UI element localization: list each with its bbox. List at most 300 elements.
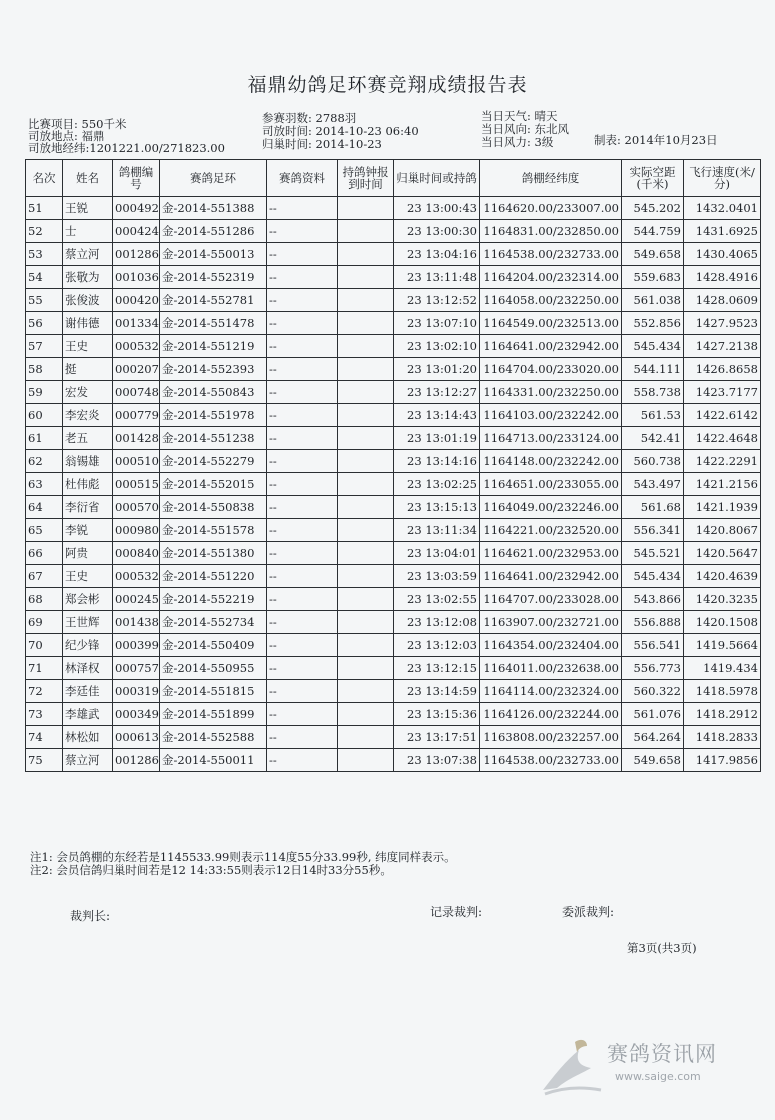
table-row xyxy=(26,519,761,542)
cell-arrival: 23 13:12:08 xyxy=(394,611,480,634)
cell-name: 李宏炎 xyxy=(63,404,113,427)
cell-rank: 61 xyxy=(26,427,63,450)
cell-distance: 545.434 xyxy=(622,335,684,358)
cell-loft: 000748 xyxy=(113,381,160,404)
cell-ring: 金-2014-552393 xyxy=(160,358,267,381)
cell-speed: 1420.3235 xyxy=(684,588,761,611)
cell-speed: 1427.9523 xyxy=(684,312,761,335)
header-ring: 赛鸽足环 xyxy=(160,160,267,197)
cell-coords: 1164707.00/233028.00 xyxy=(480,588,622,611)
cell-coords: 1163808.00/232257.00 xyxy=(480,726,622,749)
cell-rank: 67 xyxy=(26,565,63,588)
cell-info: -- xyxy=(267,703,338,726)
cell-rank: 63 xyxy=(26,473,63,496)
cell-ring: 金-2014-551388 xyxy=(160,197,267,220)
table-row xyxy=(26,542,761,565)
cell-rank: 51 xyxy=(26,197,63,220)
cell-ring: 金-2014-551478 xyxy=(160,312,267,335)
cell-clock xyxy=(338,197,394,220)
cell-loft: 001286 xyxy=(113,749,160,772)
table-row xyxy=(26,266,761,289)
cell-arrival: 23 13:15:13 xyxy=(394,496,480,519)
header-arrival: 归巢时间或持鸽 xyxy=(394,160,480,197)
cell-distance: 560.322 xyxy=(622,680,684,703)
table-row xyxy=(26,565,761,588)
cell-ring: 金-2014-552279 xyxy=(160,450,267,473)
table-row xyxy=(26,634,761,657)
cell-info: -- xyxy=(267,726,338,749)
cell-loft: 000510 xyxy=(113,450,160,473)
cell-ring: 金-2014-550843 xyxy=(160,381,267,404)
cell-coords: 1164103.00/232242.00 xyxy=(480,404,622,427)
cell-ring: 金-2014-552319 xyxy=(160,266,267,289)
cell-info: -- xyxy=(267,634,338,657)
cell-rank: 62 xyxy=(26,450,63,473)
table-row xyxy=(26,657,761,680)
cell-coords: 1164114.00/232324.00 xyxy=(480,680,622,703)
cell-speed: 1423.7177 xyxy=(684,381,761,404)
cell-ring: 金-2014-551978 xyxy=(160,404,267,427)
cell-clock xyxy=(338,243,394,266)
cell-coords: 1164058.00/232250.00 xyxy=(480,289,622,312)
cell-speed: 1427.2138 xyxy=(684,335,761,358)
cell-coords: 1164704.00/233020.00 xyxy=(480,358,622,381)
cell-arrival: 23 13:00:43 xyxy=(394,197,480,220)
cell-speed: 1420.4639 xyxy=(684,565,761,588)
cell-name: 王锐 xyxy=(63,197,113,220)
cell-ring: 金-2014-552015 xyxy=(160,473,267,496)
header-speed: 飞行速度(米/分) xyxy=(684,160,761,197)
cell-rank: 57 xyxy=(26,335,63,358)
header-distance: 实际空距(千米) xyxy=(622,160,684,197)
cell-info: -- xyxy=(267,450,338,473)
table-row xyxy=(26,496,761,519)
cell-rank: 64 xyxy=(26,496,63,519)
cell-loft: 000349 xyxy=(113,703,160,726)
cell-rank: 68 xyxy=(26,588,63,611)
cell-distance: 556.541 xyxy=(622,634,684,657)
cell-distance: 564.264 xyxy=(622,726,684,749)
cell-name: 纪少锋 xyxy=(63,634,113,657)
page-number: 第3页(共3页) xyxy=(627,941,697,955)
cell-name: 蔡立河 xyxy=(63,749,113,772)
report-title: 福鼎幼鸽足环赛竞翔成绩报告表 xyxy=(247,74,528,96)
cell-arrival: 23 13:12:15 xyxy=(394,657,480,680)
header-rank: 名次 xyxy=(26,160,63,197)
cell-speed: 1426.8658 xyxy=(684,358,761,381)
cell-arrival: 23 13:01:20 xyxy=(394,358,480,381)
cell-ring: 金-2014-551578 xyxy=(160,519,267,542)
cell-info: -- xyxy=(267,197,338,220)
cell-info: -- xyxy=(267,519,338,542)
cell-loft: 000757 xyxy=(113,657,160,680)
table-header-row xyxy=(26,160,761,197)
cell-ring: 金-2014-551286 xyxy=(160,220,267,243)
cell-name: 李锐 xyxy=(63,519,113,542)
cell-info: -- xyxy=(267,611,338,634)
cell-coords: 1164331.00/232250.00 xyxy=(480,381,622,404)
cell-coords: 1163907.00/232721.00 xyxy=(480,611,622,634)
cell-info: -- xyxy=(267,542,338,565)
cell-speed: 1422.4648 xyxy=(684,427,761,450)
cell-clock xyxy=(338,335,394,358)
table-row xyxy=(26,312,761,335)
cell-clock xyxy=(338,542,394,565)
cell-ring: 金-2014-551220 xyxy=(160,565,267,588)
cell-distance: 543.497 xyxy=(622,473,684,496)
cell-ring: 金-2014-551219 xyxy=(160,335,267,358)
cell-clock xyxy=(338,381,394,404)
cell-coords: 1164621.00/232953.00 xyxy=(480,542,622,565)
cell-clock xyxy=(338,703,394,726)
cell-info: -- xyxy=(267,358,338,381)
cell-info: -- xyxy=(267,266,338,289)
cell-ring: 金-2014-550013 xyxy=(160,243,267,266)
cell-distance: 549.658 xyxy=(622,749,684,772)
cell-speed: 1420.1508 xyxy=(684,611,761,634)
meta-participants: 参赛羽数: 2788羽 xyxy=(262,111,357,125)
cell-clock xyxy=(338,749,394,772)
cell-loft: 000613 xyxy=(113,726,160,749)
cell-coords: 1164651.00/233055.00 xyxy=(480,473,622,496)
cell-name: 阿贵 xyxy=(63,542,113,565)
cell-name: 翁锡雄 xyxy=(63,450,113,473)
cell-coords: 1164049.00/232246.00 xyxy=(480,496,622,519)
cell-speed: 1420.8067 xyxy=(684,519,761,542)
cell-speed: 1421.2156 xyxy=(684,473,761,496)
cell-speed: 1422.6142 xyxy=(684,404,761,427)
meta-wind-force: 当日风力: 3级 xyxy=(481,135,554,149)
cell-rank: 54 xyxy=(26,266,63,289)
cell-arrival: 23 13:04:16 xyxy=(394,243,480,266)
cell-arrival: 23 13:02:55 xyxy=(394,588,480,611)
cell-rank: 70 xyxy=(26,634,63,657)
cell-loft: 000532 xyxy=(113,565,160,588)
table-row xyxy=(26,680,761,703)
cell-coords: 1164831.00/232850.00 xyxy=(480,220,622,243)
table-row xyxy=(26,289,761,312)
recorder-signature-label: 记录裁判: xyxy=(430,905,483,919)
cell-info: -- xyxy=(267,680,338,703)
cell-loft: 000420 xyxy=(113,289,160,312)
cell-ring: 金-2014-551380 xyxy=(160,542,267,565)
table-row xyxy=(26,473,761,496)
cell-distance: 561.076 xyxy=(622,703,684,726)
cell-name: 林松如 xyxy=(63,726,113,749)
cell-arrival: 23 13:03:59 xyxy=(394,565,480,588)
cell-loft: 000424 xyxy=(113,220,160,243)
cell-clock xyxy=(338,726,394,749)
watermark-url: www.saige.com xyxy=(615,1070,701,1083)
cell-info: -- xyxy=(267,473,338,496)
cell-arrival: 23 13:14:16 xyxy=(394,450,480,473)
cell-ring: 金-2014-552219 xyxy=(160,588,267,611)
cell-name: 郑会彬 xyxy=(63,588,113,611)
cell-name: 张俊波 xyxy=(63,289,113,312)
table-row xyxy=(26,749,761,772)
cell-clock xyxy=(338,358,394,381)
cell-loft: 000319 xyxy=(113,680,160,703)
cell-name: 蔡立河 xyxy=(63,243,113,266)
cell-coords: 1164641.00/232942.00 xyxy=(480,565,622,588)
cell-arrival: 23 13:12:27 xyxy=(394,381,480,404)
cell-distance: 559.683 xyxy=(622,266,684,289)
cell-info: -- xyxy=(267,381,338,404)
cell-rank: 53 xyxy=(26,243,63,266)
cell-rank: 72 xyxy=(26,680,63,703)
table-row xyxy=(26,703,761,726)
cell-rank: 66 xyxy=(26,542,63,565)
cell-ring: 金-2014-550955 xyxy=(160,657,267,680)
table-row xyxy=(26,611,761,634)
cell-loft: 000515 xyxy=(113,473,160,496)
delegate-signature-label: 委派裁判: xyxy=(562,905,615,919)
pigeon-logo-icon xyxy=(535,1032,605,1102)
cell-clock xyxy=(338,312,394,335)
cell-arrival: 23 13:12:52 xyxy=(394,289,480,312)
meta-project: 比赛项目: 550千米 xyxy=(28,117,127,131)
cell-info: -- xyxy=(267,588,338,611)
cell-coords: 1164126.00/232244.00 xyxy=(480,703,622,726)
cell-clock xyxy=(338,519,394,542)
cell-ring: 金-2014-551238 xyxy=(160,427,267,450)
cell-info: -- xyxy=(267,427,338,450)
meta-release-coords: 司放地经纬:1201221.00/271823.00 xyxy=(28,141,225,155)
header-clock: 持鸽钟报到时间 xyxy=(338,160,394,197)
cell-speed: 1428.0609 xyxy=(684,289,761,312)
cell-info: -- xyxy=(267,289,338,312)
cell-name: 谢伟德 xyxy=(63,312,113,335)
cell-rank: 65 xyxy=(26,519,63,542)
cell-name: 李衍省 xyxy=(63,496,113,519)
table-row xyxy=(26,197,761,220)
cell-clock xyxy=(338,657,394,680)
meta-weather: 当日天气: 晴天 xyxy=(481,109,558,123)
table-row xyxy=(26,243,761,266)
meta-release-place: 司放地点: 福鼎 xyxy=(28,129,105,143)
cell-distance: 561.038 xyxy=(622,289,684,312)
header-coords: 鸽棚经纬度 xyxy=(480,160,622,197)
cell-distance: 542.41 xyxy=(622,427,684,450)
cell-coords: 1164538.00/232733.00 xyxy=(480,243,622,266)
cell-arrival: 23 13:15:36 xyxy=(394,703,480,726)
cell-name: 王世辉 xyxy=(63,611,113,634)
cell-clock xyxy=(338,220,394,243)
cell-name: 士 xyxy=(63,220,113,243)
cell-coords: 1164011.00/232638.00 xyxy=(480,657,622,680)
cell-arrival: 23 13:11:34 xyxy=(394,519,480,542)
cell-clock xyxy=(338,427,394,450)
cell-distance: 556.773 xyxy=(622,657,684,680)
cell-clock xyxy=(338,404,394,427)
cell-rank: 52 xyxy=(26,220,63,243)
note-2: 注2: 会员信鸽归巢时间若是12 14:33:55则表示12日14时33分55秒。 xyxy=(30,863,392,877)
cell-arrival: 23 13:01:19 xyxy=(394,427,480,450)
header-loft: 鸽棚编号 xyxy=(113,160,160,197)
cell-ring: 金-2014-552781 xyxy=(160,289,267,312)
cell-speed: 1418.2833 xyxy=(684,726,761,749)
cell-ring: 金-2014-550838 xyxy=(160,496,267,519)
cell-ring: 金-2014-551815 xyxy=(160,680,267,703)
cell-distance: 545.202 xyxy=(622,197,684,220)
cell-rank: 75 xyxy=(26,749,63,772)
cell-arrival: 23 13:02:25 xyxy=(394,473,480,496)
cell-rank: 55 xyxy=(26,289,63,312)
cell-clock xyxy=(338,634,394,657)
table-row xyxy=(26,588,761,611)
notes xyxy=(30,851,456,877)
cell-clock xyxy=(338,680,394,703)
cell-loft: 001428 xyxy=(113,427,160,450)
table-row xyxy=(26,450,761,473)
cell-loft: 000570 xyxy=(113,496,160,519)
cell-speed: 1419.434 xyxy=(684,657,761,680)
cell-clock xyxy=(338,289,394,312)
cell-info: -- xyxy=(267,335,338,358)
cell-speed: 1421.1939 xyxy=(684,496,761,519)
cell-distance: 543.866 xyxy=(622,588,684,611)
cell-ring: 金-2014-550011 xyxy=(160,749,267,772)
table-row xyxy=(26,381,761,404)
cell-coords: 1164204.00/232314.00 xyxy=(480,266,622,289)
cell-coords: 1164713.00/233124.00 xyxy=(480,427,622,450)
cell-rank: 60 xyxy=(26,404,63,427)
header-info: 赛鸽资料 xyxy=(267,160,338,197)
cell-info: -- xyxy=(267,404,338,427)
cell-loft: 001438 xyxy=(113,611,160,634)
watermark-site-name: 赛鸽资讯网 xyxy=(607,1042,717,1066)
cell-ring: 金-2014-551899 xyxy=(160,703,267,726)
cell-rank: 69 xyxy=(26,611,63,634)
header-name: 姓名 xyxy=(63,160,113,197)
cell-name: 杜伟彪 xyxy=(63,473,113,496)
meta-prepared-date: 制表: 2014年10月23日 xyxy=(594,133,718,147)
cell-rank: 71 xyxy=(26,657,63,680)
cell-loft: 001036 xyxy=(113,266,160,289)
cell-clock xyxy=(338,496,394,519)
cell-coords: 1164641.00/232942.00 xyxy=(480,335,622,358)
cell-loft: 001286 xyxy=(113,243,160,266)
cell-distance: 545.521 xyxy=(622,542,684,565)
cell-arrival: 23 13:07:38 xyxy=(394,749,480,772)
cell-name: 王史 xyxy=(63,565,113,588)
cell-distance: 544.759 xyxy=(622,220,684,243)
cell-loft: 000779 xyxy=(113,404,160,427)
cell-loft: 000840 xyxy=(113,542,160,565)
cell-name: 挺 xyxy=(63,358,113,381)
cell-arrival: 23 13:14:59 xyxy=(394,680,480,703)
cell-speed: 1430.4065 xyxy=(684,243,761,266)
cell-rank: 59 xyxy=(26,381,63,404)
cell-clock xyxy=(338,266,394,289)
referee-signature-label: 裁判长: xyxy=(70,909,111,923)
table-row xyxy=(26,358,761,381)
cell-distance: 556.888 xyxy=(622,611,684,634)
cell-coords: 1164148.00/232242.00 xyxy=(480,450,622,473)
cell-arrival: 23 13:17:51 xyxy=(394,726,480,749)
cell-name: 林泽权 xyxy=(63,657,113,680)
cell-loft: 000399 xyxy=(113,634,160,657)
cell-rank: 73 xyxy=(26,703,63,726)
cell-speed: 1418.5978 xyxy=(684,680,761,703)
cell-info: -- xyxy=(267,243,338,266)
cell-name: 王史 xyxy=(63,335,113,358)
table-row xyxy=(26,335,761,358)
cell-distance: 544.111 xyxy=(622,358,684,381)
cell-speed: 1419.5664 xyxy=(684,634,761,657)
cell-info: -- xyxy=(267,565,338,588)
cell-coords: 1164221.00/232520.00 xyxy=(480,519,622,542)
cell-arrival: 23 13:04:01 xyxy=(394,542,480,565)
cell-distance: 556.341 xyxy=(622,519,684,542)
cell-arrival: 23 13:00:30 xyxy=(394,220,480,243)
cell-clock xyxy=(338,611,394,634)
cell-speed: 1431.6925 xyxy=(684,220,761,243)
results-table xyxy=(25,159,761,772)
cell-info: -- xyxy=(267,657,338,680)
meta-return-time: 归巢时间: 2014-10-23 xyxy=(262,137,382,151)
cell-speed: 1418.2912 xyxy=(684,703,761,726)
cell-speed: 1428.4916 xyxy=(684,266,761,289)
cell-distance: 545.434 xyxy=(622,565,684,588)
cell-info: -- xyxy=(267,312,338,335)
cell-arrival: 23 13:07:10 xyxy=(394,312,480,335)
cell-arrival: 23 13:14:43 xyxy=(394,404,480,427)
note-1: 注1: 会员鸽棚的东经若是1145533.99则表示114度55分33.99秒, 纬度同样表示。 xyxy=(30,850,456,864)
table-row xyxy=(26,220,761,243)
cell-info: -- xyxy=(267,496,338,519)
cell-name: 李雄武 xyxy=(63,703,113,726)
cell-clock xyxy=(338,588,394,611)
cell-loft: 000532 xyxy=(113,335,160,358)
cell-distance: 552.856 xyxy=(622,312,684,335)
cell-loft: 000980 xyxy=(113,519,160,542)
cell-ring: 金-2014-550409 xyxy=(160,634,267,657)
cell-distance: 561.53 xyxy=(622,404,684,427)
table-row xyxy=(26,404,761,427)
cell-distance: 549.658 xyxy=(622,243,684,266)
cell-clock xyxy=(338,450,394,473)
cell-name: 宏发 xyxy=(63,381,113,404)
cell-loft: 000492 xyxy=(113,197,160,220)
cell-loft: 001334 xyxy=(113,312,160,335)
cell-clock xyxy=(338,473,394,496)
cell-coords: 1164549.00/232513.00 xyxy=(480,312,622,335)
cell-name: 李廷佳 xyxy=(63,680,113,703)
cell-speed: 1422.2291 xyxy=(684,450,761,473)
cell-info: -- xyxy=(267,749,338,772)
cell-arrival: 23 13:12:03 xyxy=(394,634,480,657)
cell-name: 老五 xyxy=(63,427,113,450)
cell-distance: 561.68 xyxy=(622,496,684,519)
cell-rank: 58 xyxy=(26,358,63,381)
cell-ring: 金-2014-552734 xyxy=(160,611,267,634)
cell-loft: 000245 xyxy=(113,588,160,611)
cell-coords: 1164620.00/233007.00 xyxy=(480,197,622,220)
cell-speed: 1432.0401 xyxy=(684,197,761,220)
cell-coords: 1164354.00/232404.00 xyxy=(480,634,622,657)
table-row xyxy=(26,726,761,749)
table-row xyxy=(26,427,761,450)
cell-clock xyxy=(338,565,394,588)
watermark xyxy=(535,1032,735,1102)
cell-arrival: 23 13:02:10 xyxy=(394,335,480,358)
cell-rank: 56 xyxy=(26,312,63,335)
cell-coords: 1164538.00/232733.00 xyxy=(480,749,622,772)
cell-distance: 560.738 xyxy=(622,450,684,473)
meta-release-time: 司放时间: 2014-10-23 06:40 xyxy=(262,124,419,138)
meta-wind-direction: 当日风向: 东北风 xyxy=(481,122,570,136)
